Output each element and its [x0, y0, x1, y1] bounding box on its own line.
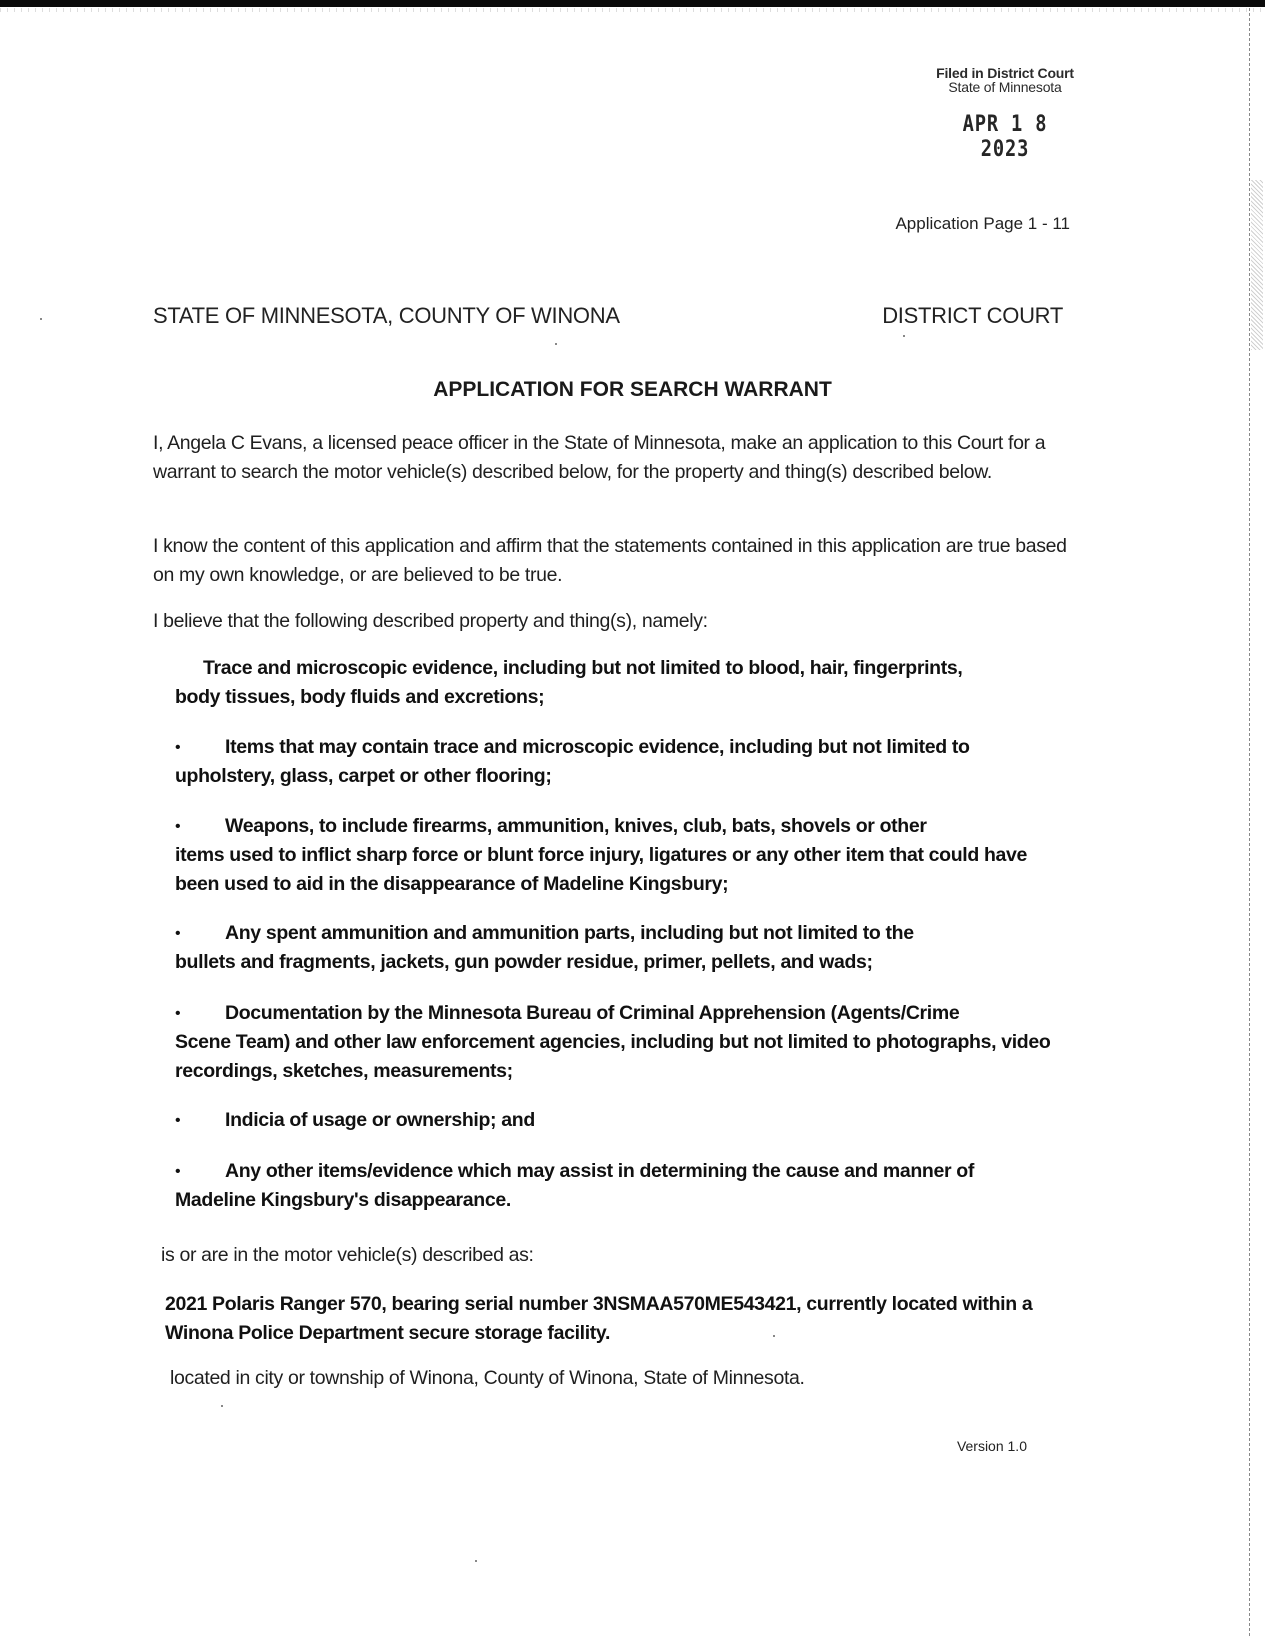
intro-paragraph: I, Angela C Evans, a licensed peace officer in the State of Minnesota, make an application to this Court for a warrant to search the motor vehicle(s) described below, for the property and thing(s) described below. — [153, 432, 1046, 483]
page-number-label: Application Page 1 - 11 — [895, 214, 1070, 233]
evidence-item-first-line: Indicia of usage or ownership; and — [225, 1109, 535, 1131]
evidence-item-first-line: Any spent ammunition and ammunition parts, including but not limited to the — [225, 922, 914, 944]
bullet-icon: • — [175, 1163, 181, 1180]
scan-border-right — [1249, 8, 1250, 1638]
stamp-date: APR 1 8 2023 — [962, 112, 1048, 162]
bullet-icon: • — [175, 1112, 181, 1129]
bullet-icon: • — [175, 925, 181, 942]
evidence-item-first-line: Items that may contain trace and microscopic evidence, including but not limited to — [225, 736, 970, 758]
evidence-item-first-line: Any other items/evidence which may assist in determining the cause and manner of — [225, 1160, 974, 1182]
stamp-line-1: Filed in District Court — [936, 65, 1074, 81]
evidence-item-continuation: Scene Team) and other law enforcement agencies, including but not limited to photographs, video recordings, sketches, measurements; — [175, 1031, 1051, 1082]
affirmation-paragraph: I know the content of this application and affirm that the statements contained in this application are true based on my own knowledge, or are believed to be true. — [153, 535, 1067, 586]
vehicle-lead-in: is or are in the motor vehicle(s) described as: — [161, 1244, 534, 1266]
evidence-item — [175, 733, 1055, 791]
evidence-item-first-line: Documentation by the Minnesota Bureau of Criminal Apprehension (Agents/Crime — [225, 1002, 960, 1024]
version-label: Version 1.0 — [956, 1438, 1027, 1454]
evidence-item — [175, 654, 1055, 712]
scan-speck — [40, 318, 42, 320]
scan-border-top — [0, 0, 1265, 7]
evidence-item — [175, 1106, 1055, 1135]
evidence-item-continuation: body tissues, body fluids and excretions; — [175, 686, 545, 708]
scan-speck — [903, 335, 905, 337]
evidence-item-continuation: upholstery, glass, carpet or other flooring; — [175, 765, 552, 787]
stamp-line-2: State of Minnesota — [948, 79, 1062, 95]
vehicle-location: located in city or township of Winona, County of Winona, State of Minnesota. — [170, 1367, 805, 1389]
belief-paragraph: I believe that the following described property and thing(s), namely: — [153, 610, 708, 632]
bullet-icon: • — [175, 739, 181, 756]
evidence-item-continuation: bullets and fragments, jackets, gun powder residue, primer, pellets, and wads; — [175, 951, 873, 973]
evidence-item — [175, 919, 1055, 977]
vehicle-description: 2021 Polaris Ranger 570, bearing serial number 3NSMAA570ME543421, currently located within a Winona Police Department secure storage facility. — [165, 1293, 1033, 1344]
court-filing-stamp — [930, 66, 1080, 162]
caption-jurisdiction: STATE OF MINNESOTA, COUNTY OF WINONA — [153, 303, 620, 328]
evidence-item — [175, 999, 1055, 1086]
evidence-item-continuation: items used to inflict sharp force or blunt force injury, ligatures or any other item that could have been used to aid in the disappearance of Madeline Kingsbury; — [175, 844, 1028, 895]
scan-speck — [773, 1335, 775, 1337]
scan-speck — [221, 1405, 223, 1407]
evidence-item-continuation: Madeline Kingsbury's disappearance. — [175, 1189, 511, 1211]
document-title: APPLICATION FOR SEARCH WARRANT — [433, 378, 832, 401]
scan-noise-top — [0, 8, 1265, 12]
court-caption — [153, 303, 1063, 329]
scan-speck — [475, 1560, 477, 1562]
evidence-item — [175, 812, 1055, 899]
scan-speck — [555, 343, 557, 345]
evidence-item — [175, 1157, 1055, 1215]
bullet-icon: • — [175, 818, 181, 835]
evidence-item-first-line: Weapons, to include firearms, ammunition, knives, club, bats, shovels or other — [225, 815, 927, 837]
caption-court: DISTRICT COURT — [882, 303, 1063, 328]
bullet-icon: • — [175, 1005, 181, 1022]
scan-noise-right — [1251, 180, 1263, 350]
evidence-item-first-line: Trace and microscopic evidence, including but not limited to blood, hair, fingerprints, — [203, 657, 963, 679]
